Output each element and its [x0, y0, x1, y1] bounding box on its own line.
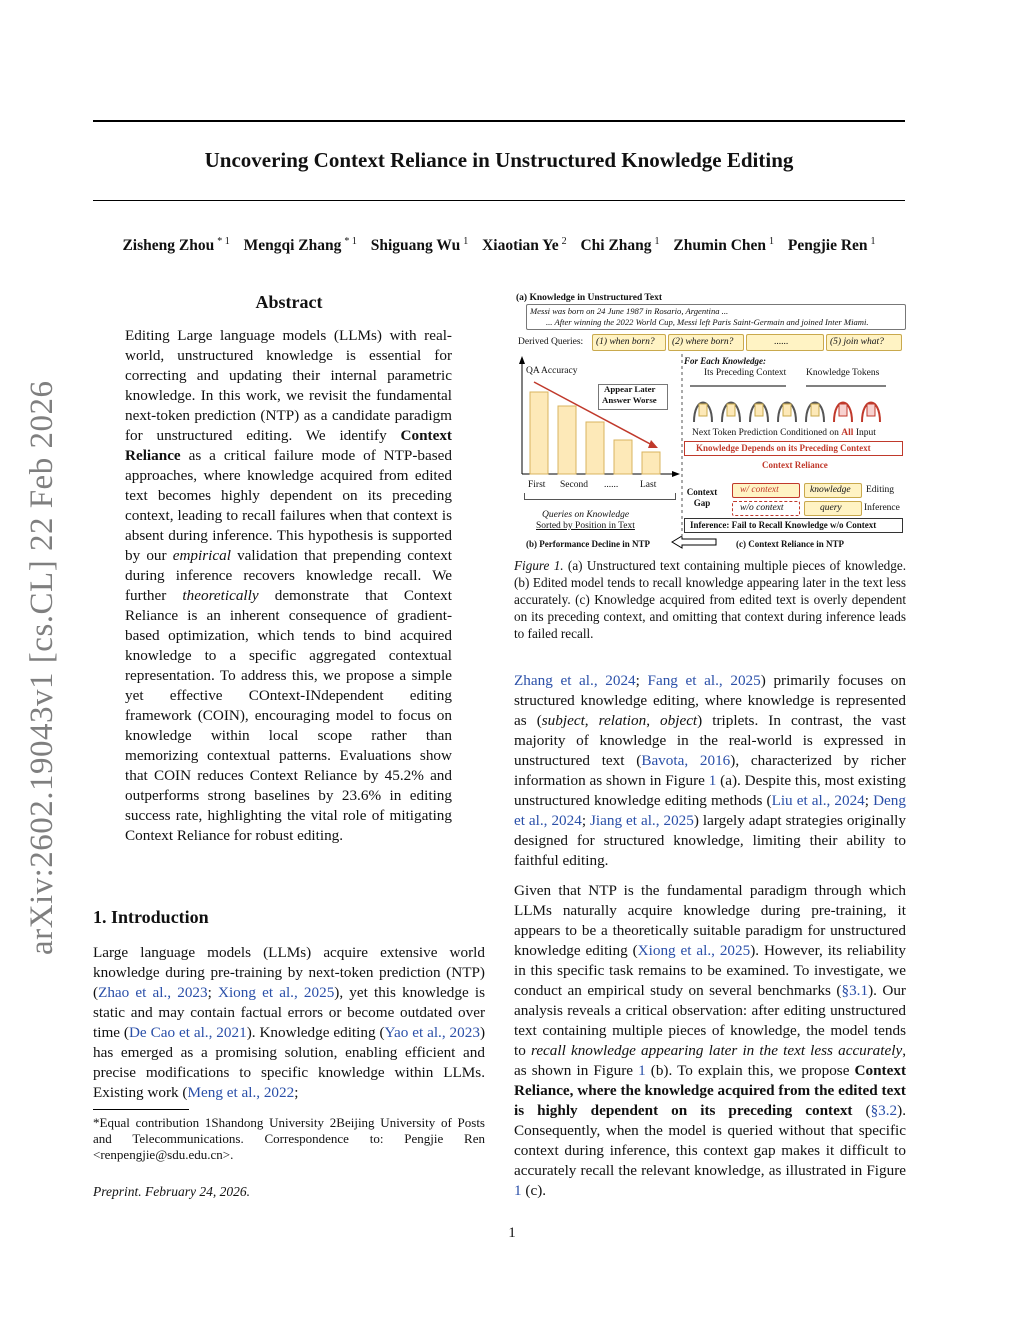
x-tick-label: Last — [640, 480, 657, 490]
title-rule-top — [93, 120, 905, 122]
answer-worse-label: Answer Worse — [602, 395, 657, 405]
y-axis-arrow — [519, 356, 525, 364]
wo-context-label: w/o context — [740, 503, 784, 513]
citation-link[interactable]: De Cao et al., 2021 — [128, 1024, 247, 1041]
author-name: Zisheng Zhou — [122, 237, 215, 255]
author-name: Chi Zhang — [580, 237, 652, 255]
preprint-note: Preprint. February 24, 2026. — [93, 1184, 250, 1199]
token-cell — [699, 404, 707, 416]
abstract-heading: Abstract — [255, 292, 323, 312]
appear-later-label: Appear Later — [604, 384, 656, 394]
citation-link[interactable]: Yao et al., 2023 — [384, 1024, 480, 1041]
author-name: Xiaotian Ye — [482, 237, 559, 255]
decline-arrow-head — [648, 440, 658, 448]
accuracy-bar — [614, 440, 632, 474]
queries-on-knowledge: Queries on Knowledge — [542, 510, 630, 520]
author-name: Pengjie Ren — [787, 237, 868, 255]
panel-c-title: (c) Context Reliance in NTP — [736, 539, 844, 549]
query-chip-label: (5) join what? — [830, 337, 884, 347]
figure-label: Figure 1. — [514, 558, 564, 573]
inference-fail-label: Inference: Fail to Recall Knowledge w/o Context — [690, 520, 877, 530]
panel-b-title: (b) Performance Decline in NTP — [526, 539, 650, 549]
accuracy-bar — [558, 406, 576, 474]
token-cell — [727, 404, 735, 416]
context-gap-label: Context Gap — [686, 487, 718, 508]
editing-label: Editing — [866, 485, 894, 495]
x-tick-label: First — [528, 480, 546, 490]
citation-link[interactable]: Xiong et al., 2025 — [217, 984, 335, 1001]
figure-1 — [514, 290, 906, 552]
citation-link[interactable]: Deng et al., 2024 — [514, 792, 906, 829]
ntp-conditioned-label: Next Token Prediction Conditioned on All Input — [692, 428, 876, 438]
figure-ref-link[interactable]: 1 — [708, 772, 717, 789]
x-tick-label: Second — [560, 480, 588, 490]
unstructured-text-line: ... After winning the 2022 World Cup, Messi left Paris Saint-Germain and joined Inter Miami. — [546, 317, 869, 327]
back-arrow — [672, 536, 716, 548]
knowledge-depends-label: Knowledge Depends on its Preceding Context — [696, 443, 871, 453]
preceding-context-label: Its Preceding Context — [704, 368, 787, 378]
x-tick-label: ...... — [604, 480, 619, 490]
citation-link[interactable]: Zhao et al., 2023 — [98, 984, 208, 1001]
figure-ref-link[interactable]: 1 — [638, 1062, 646, 1079]
author-name: Zhumin Chen — [673, 237, 767, 255]
author-affiliation: 1 — [870, 236, 876, 247]
citation-link[interactable]: Meng et al., 2022 — [187, 1084, 295, 1101]
accuracy-bar — [642, 452, 660, 474]
citation-link[interactable]: Bavota, 2016 — [641, 752, 731, 769]
section-ref-link[interactable]: §3.1 — [841, 982, 869, 999]
accuracy-bar — [530, 392, 548, 474]
token-cell — [811, 404, 819, 416]
unstructured-text-line: Messi was born on 24 June 1987 in Rosario, Argentina ... — [530, 306, 729, 316]
author-affiliation: 2 — [561, 236, 567, 247]
author-list — [93, 236, 905, 255]
footnote: *Equal contribution 1Shandong University 2Beijing University of Posts and Telecommunications. Correspondence to: Pengjie Ren <renpengjie@sdu.edu.cn>. — [93, 1115, 485, 1162]
for-each-knowledge: For Each Knowledge: — [684, 356, 767, 366]
query-chip-c-label: query — [820, 503, 842, 513]
panel-divider-arrow — [670, 534, 718, 550]
author-affiliation: * 1 — [344, 236, 357, 247]
author-affiliation: 1 — [769, 236, 775, 247]
arxiv-stamp: arXiv:2602.19043v1 [cs.CL] 22 Feb 2026 — [24, 380, 60, 955]
section-ref-link[interactable]: §3.2 — [870, 1102, 898, 1119]
token-cell — [867, 404, 875, 416]
w-context-label: w/ context — [740, 485, 779, 495]
context-reliance-label: Context Reliance — [762, 460, 828, 470]
title-rule-bottom — [93, 200, 905, 201]
token-diagram — [686, 382, 906, 428]
token-cell — [839, 404, 847, 416]
author-affiliation: * 1 — [217, 236, 230, 247]
token-cell — [783, 404, 791, 416]
context-reliance-definition: Context Reliance, where the knowledge acquired from the edited text is highly dependent on its preceding context — [514, 1062, 907, 1119]
knowledge-tokens-label: Knowledge Tokens — [806, 368, 880, 378]
citation-link[interactable]: Liu et al., 2024 — [771, 792, 865, 809]
author-name: Shiguang Wu — [370, 237, 461, 255]
author-name: Mengqi Zhang — [243, 237, 342, 255]
author-affiliation: 1 — [463, 236, 469, 247]
page-number: 1 — [508, 1225, 516, 1241]
x-axis-arrow — [672, 471, 680, 477]
query-chip-label: ...... — [774, 337, 789, 347]
paper-title: Uncovering Context Reliance in Unstructured Knowledge Editing — [204, 148, 794, 172]
figure-ref-link[interactable]: 1 — [514, 1182, 522, 1199]
section-heading-introduction: 1. Introduction — [93, 907, 209, 927]
author-affiliation: 1 — [654, 236, 660, 247]
right-paragraph-1: Zhang et al., 2024; Fang et al., 2025) primarily focuses on structured knowledge editing, where knowledge is represented as (subject, relation, object) triplets. In contrast, the vast majority of knowledge in the real-world is expressed in unstructured text (Bavota, 2016), characterized by richer information as shown in Figure 1 (a). Despite this, most existing unstructured knowledge editing methods (Liu et al., 2024; Deng et al., 2024; Jiang et al., 2025) largely adapt strategies originally designed for structured knowledge, limiting their ability to faithful editing. — [514, 672, 906, 869]
citation-link[interactable]: Fang et al., 2025 — [647, 672, 761, 689]
citation-link[interactable]: Zhang et al., 2024 — [514, 672, 636, 689]
accuracy-bar — [586, 422, 604, 474]
right-paragraph-2: Given that NTP is the fundamental paradigm through which LLMs naturally acquire knowledge during pre-training, it appears to be a theoretically suitable paradigm for unstructured knowledge editing (Xiong et al., 2025). However, its reliability in this specific task remains to be examined. To investigate, we conduct an empirical study on several benchmarks (§3.1). Our analysis reveals a critical observation: after editing unstructured text containing multiple pieces of knowledge, the model tends to recall knowledge appearing later in the text less accurately, as shown in Figure 1 (b). To explain this, we propose Context Reliance, where the knowledge acquired from the edited text is highly dependent on its preceding context (§3.2). Consequently, when the model is queried without that specific context during inference, this context gap makes it difficult to accurately recall the relevant knowledge, as illustrated in Figure 1 (c). — [514, 882, 907, 1199]
context-reliance-term: Context Reliance — [125, 427, 452, 464]
derived-queries-label: Derived Queries: — [518, 337, 584, 347]
figure-caption: Figure 1. (a) Unstructured text containing multiple pieces of knowledge. (b) Edited model tends to recall knowledge appearing later in the text less accurately. (c) Knowledge acquired from edited text is overly dependent on its preceding context, and omitting that context during inference leads to failed recall. — [514, 558, 907, 641]
footnote-rule — [93, 1109, 189, 1110]
panel-a-title: (a) Knowledge in Unstructured Text — [516, 293, 663, 303]
query-chip-label: (2) where born? — [672, 337, 734, 347]
query-chip-label: (1) when born? — [596, 337, 655, 347]
citation-link[interactable]: Jiang et al., 2025 — [590, 812, 694, 829]
y-axis-label: QA Accuracy — [526, 366, 578, 376]
citation-link[interactable]: Xiong et al., 2025 — [637, 942, 751, 959]
knowledge-chip-label: knowledge — [810, 485, 851, 495]
abstract-body: Editing Large language models (LLMs) with real-world, unstructured knowledge is essential for correcting and updating their internal parametric knowledge. In this work, we revisit the fundamental next-token prediction (NTP) as a candidate paradigm for unstructured editing. We identify Context Reliance as a critical failure mode of NTP-based approaches, where knowledge acquired from edited text becomes highly dependent on its preceding context, leading to recall failures when that context is absent during inference. This hypothesis is supported by our empirical validation that prepending context during inference recovers knowledge recall. We further theoretically demonstrate that Context Reliance is an inherent consequence of gradient-based optimization, which tends to bind acquired knowledge to a specific aggregated contextual representation. To address this, we propose a simple yet effective COntext-INdependent editing framework (COIN), encouraging model to focus on knowledge within local scope rather than memorizing contextual patterns. Evaluations show that COIN reduces Context Reliance by 45.2% and outperforms strong baselines by 23.6% in editing success rate, highlighting the vital role of mitigating Context Reliance for robust editing. — [125, 327, 453, 844]
inference-label: Inference — [864, 503, 900, 513]
intro-paragraph: Large language models (LLMs) acquire extensive world knowledge during pre-training by next-token prediction (NTP) (Zhao et al., 2023; Xiong et al., 2025), yet this knowledge is static and may contain factual errors or become outdated over time (De Cao et al., 2021). Knowledge editing (Yao et al., 2023) has emerged as a promising solution, enabling efficient and precise modifications to specific knowledge within LLMs. Existing work (Meng et al., 2022; — [93, 944, 486, 1101]
queries-bracket — [524, 493, 676, 500]
sorted-by-position: Sorted by Position in Text — [536, 521, 635, 531]
token-cell — [755, 404, 763, 416]
